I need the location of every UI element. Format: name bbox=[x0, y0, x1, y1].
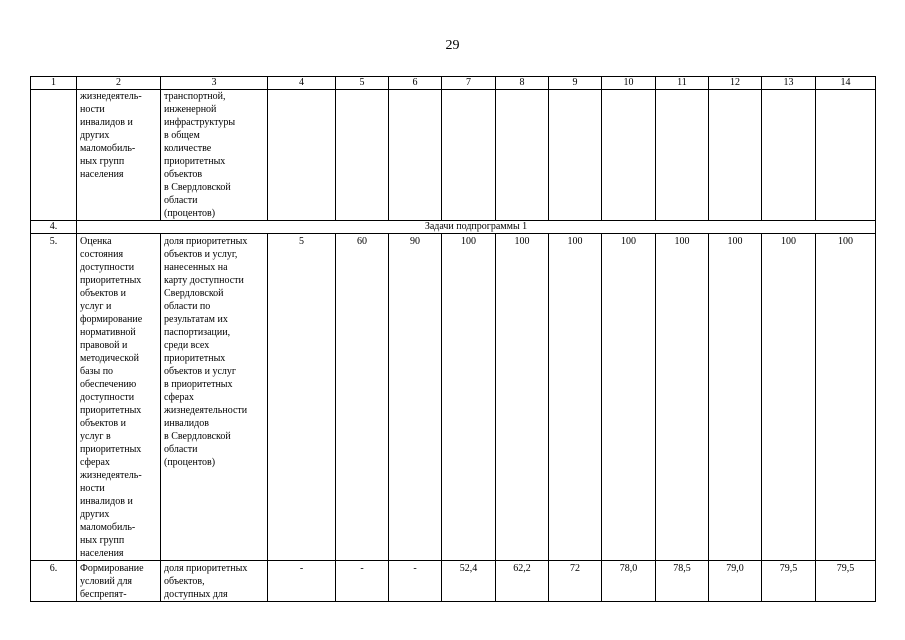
value-cell bbox=[816, 90, 876, 221]
value-cell: 78,0 bbox=[602, 561, 656, 602]
value-cell: 72 bbox=[549, 561, 602, 602]
indicator-name-cell: доля приоритетных объектов, доступных для bbox=[161, 561, 268, 602]
header-cell: 3 bbox=[161, 77, 268, 90]
value-cell bbox=[602, 90, 656, 221]
row-number-cell: 5. bbox=[31, 234, 77, 561]
header-cell: 5 bbox=[336, 77, 389, 90]
section-row bbox=[31, 221, 876, 234]
header-cell: 12 bbox=[709, 77, 762, 90]
header-cell: 9 bbox=[549, 77, 602, 90]
header-row bbox=[31, 77, 876, 90]
indicators-table bbox=[30, 76, 876, 602]
value-cell bbox=[709, 90, 762, 221]
value-cell: - bbox=[268, 561, 336, 602]
value-cell: - bbox=[389, 561, 442, 602]
value-cell: 100 bbox=[442, 234, 496, 561]
value-cell: 100 bbox=[762, 234, 816, 561]
value-cell: 5 bbox=[268, 234, 336, 561]
header-cell: 6 bbox=[389, 77, 442, 90]
table-row bbox=[31, 234, 876, 561]
value-cell: 100 bbox=[549, 234, 602, 561]
table-row bbox=[31, 561, 876, 602]
value-cell: 60 bbox=[336, 234, 389, 561]
table-row bbox=[31, 90, 876, 221]
header-cell: 7 bbox=[442, 77, 496, 90]
row-number-cell: 4. bbox=[31, 221, 77, 234]
value-cell bbox=[549, 90, 602, 221]
page-number: 29 bbox=[445, 38, 460, 53]
row-number-cell bbox=[31, 90, 77, 221]
value-cell bbox=[656, 90, 709, 221]
header-cell: 10 bbox=[602, 77, 656, 90]
value-cell: - bbox=[336, 561, 389, 602]
value-cell: 79,5 bbox=[816, 561, 876, 602]
value-cell: 52,4 bbox=[442, 561, 496, 602]
value-cell bbox=[442, 90, 496, 221]
header-cell: 11 bbox=[656, 77, 709, 90]
header-cell: 8 bbox=[496, 77, 549, 90]
row-number-cell: 6. bbox=[31, 561, 77, 602]
value-cell: 78,5 bbox=[656, 561, 709, 602]
value-cell bbox=[389, 90, 442, 221]
objective-name-cell: Формирование условий для беспрепят- bbox=[77, 561, 161, 602]
value-cell: 100 bbox=[709, 234, 762, 561]
section-title: Задачи подпрограммы 1 bbox=[77, 221, 876, 234]
header-cell: 4 bbox=[268, 77, 336, 90]
indicator-name-cell: доля приоритетных объектов и услуг, нанесенных на карту доступности Свердловской области по результатам их паспортизации, среди всех приоритетных объектов и услуг в приоритетных сферах жизнедеятельности инвалидов в Свердловской области (процентов) bbox=[161, 234, 268, 561]
value-cell bbox=[496, 90, 549, 221]
value-cell: 100 bbox=[816, 234, 876, 561]
value-cell: 62,2 bbox=[496, 561, 549, 602]
header-cell: 2 bbox=[77, 77, 161, 90]
header-cell: 14 bbox=[816, 77, 876, 90]
value-cell bbox=[336, 90, 389, 221]
value-cell: 100 bbox=[496, 234, 549, 561]
indicator-name-cell: транспортной, инженерной инфраструктуры в общем количестве приоритетных объектов в Свердловской области (процентов) bbox=[161, 90, 268, 221]
objective-name-cell: Оценка состояния доступности приоритетных объектов и услуг и формирование нормативной правовой и методической базы по обеспечению доступности приоритетных объектов и услуг в приоритетных сферах жизнедеятель- ности инвалидов и других маломобиль- ных групп населения bbox=[77, 234, 161, 561]
value-cell: 79,5 bbox=[762, 561, 816, 602]
value-cell: 90 bbox=[389, 234, 442, 561]
value-cell bbox=[762, 90, 816, 221]
value-cell bbox=[268, 90, 336, 221]
value-cell: 100 bbox=[602, 234, 656, 561]
header-cell: 13 bbox=[762, 77, 816, 90]
header-cell: 1 bbox=[31, 77, 77, 90]
value-cell: 100 bbox=[656, 234, 709, 561]
value-cell: 79,0 bbox=[709, 561, 762, 602]
objective-name-cell: жизнедеятель- ности инвалидов и других маломобиль- ных групп населения bbox=[77, 90, 161, 221]
